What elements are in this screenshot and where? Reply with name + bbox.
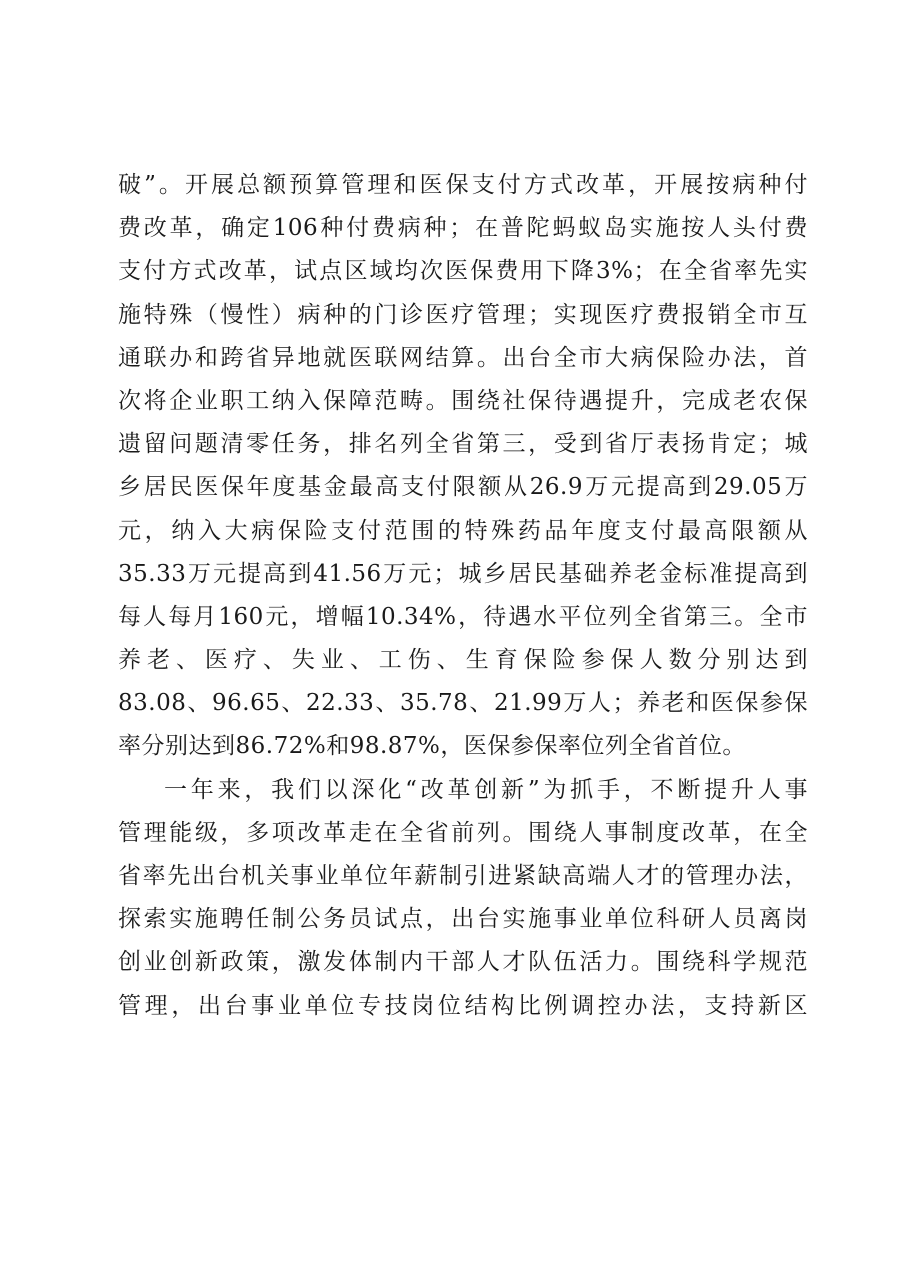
text-line: 35.33万元提高到41.56万元；城乡居民基础养老金标准提高到 xyxy=(118,560,808,587)
paragraph-2 xyxy=(118,769,808,1028)
text-line: 管理，出台事业单位专技岗位结构比例调控办法，支持新区 xyxy=(118,992,808,1019)
paragraph-1 xyxy=(118,164,808,769)
text-line: 率分别达到86.72%和98.87%，医保参保率位列全省首位。 xyxy=(118,733,746,760)
text-line: 创业创新政策，激发体制内干部人才队伍活力。围绕科学规范 xyxy=(118,949,808,976)
text-line: 养老、医疗、失业、工伤、生育保险参保人数分别达到 xyxy=(118,647,808,674)
text-line: 支付方式改革，试点区域均次医保费用下降3%；在全省率先实 xyxy=(118,258,808,285)
text-line: 一年来，我们以深化“改革创新”为抓手，不断提升人事 xyxy=(164,776,808,803)
text-line: 破”。开展总额预算管理和医保支付方式改革，开展按病种付 xyxy=(118,172,808,198)
text-line: 遗留问题清零任务，排名列全省第三，受到省厅表扬肯定；城 xyxy=(118,431,808,458)
body-text xyxy=(118,164,808,1028)
text-line: 施特殊（慢性）病种的门诊医疗管理；实现医疗费报销全市互 xyxy=(118,301,808,328)
text-line: 83.08、96.65、22.33、35.78、21.99万人；养老和医保参保 xyxy=(118,690,808,717)
text-line: 费改革，确定106种付费病种；在普陀蚂蚁岛实施按人头付费 xyxy=(118,215,808,242)
text-line: 次将企业职工纳入保障范畴。围绕社保待遇提升，完成老农保 xyxy=(118,387,808,414)
text-line: 乡居民医保年度基金最高支付限额从26.9万元提高到29.05万 xyxy=(118,474,808,501)
text-line: 每人每月160元，增幅10.34%，待遇水平位列全省第三。全市 xyxy=(118,603,808,630)
text-line: 通联办和跨省异地就医联网结算。出台全市大病保险办法，首 xyxy=(118,344,808,371)
text-line: 省率先出台机关事业单位年薪制引进紧缺高端人才的管理办法， xyxy=(118,863,808,889)
text-line: 管理能级，多项改革走在全省前列。围绕人事制度改革，在全 xyxy=(118,819,808,846)
text-line: 元，纳入大病保险支付范围的特殊药品年度支付最高限额从 xyxy=(118,517,808,544)
text-line: 探索实施聘任制公务员试点，出台实施事业单位科研人员离岗 xyxy=(118,906,808,933)
